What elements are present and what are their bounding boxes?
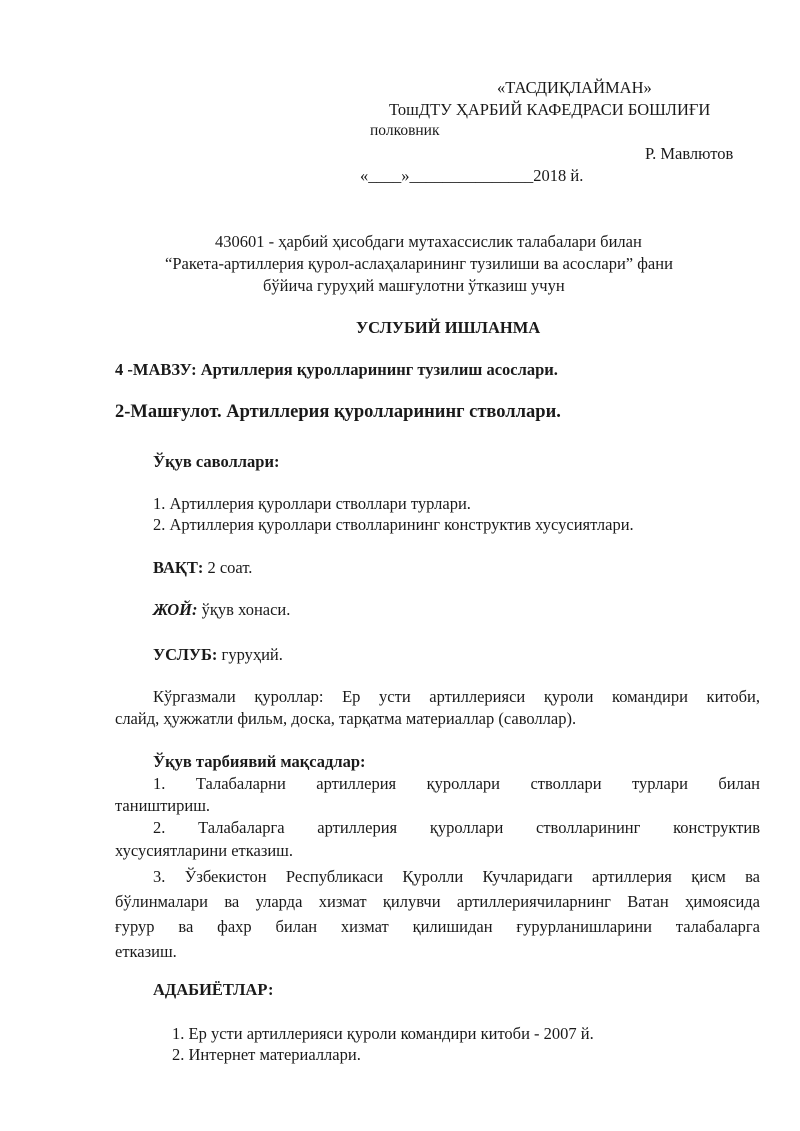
goal-2-line-1: 2. Талабаларга артиллерия қуроллари стволларининг конструктив bbox=[153, 818, 760, 837]
questions-heading: Ўқув саволлари: bbox=[153, 452, 280, 471]
visual-aids-line-2: слайд, ҳужжатли фильм, доска, тарқатма материаллар (саволлар). bbox=[115, 709, 577, 728]
question-item-2: 2. Артиллерия қуроллари стволларининг конструктив хусусиятлари. bbox=[153, 515, 634, 534]
goal-3-line-4: етказиш. bbox=[115, 942, 177, 961]
goal-1-line-2: таништириш. bbox=[115, 796, 211, 815]
approval-org: ТошДТУ ҲАРБИЙ КАФЕДРАСИ БОШЛИҒИ bbox=[389, 100, 711, 119]
intro-line-1: 430601 - ҳарбий ҳисобдаги мутахассислик талабалари билан bbox=[215, 232, 642, 251]
time-label: ВАҚТ: bbox=[153, 558, 204, 577]
goal-1-line-1: 1. Талабаларни артиллерия қуроллари стволлари турлари билан bbox=[153, 774, 760, 793]
approval-rank: полковник bbox=[370, 122, 440, 139]
time-value: 2 соат. bbox=[203, 558, 253, 577]
topic-heading: 4 -МАВЗУ: Артиллерия қуролларининг тузилиш асослари. bbox=[115, 360, 558, 379]
intro-line-3: бўйича гуруҳий машғулотни ўтказиш учун bbox=[263, 276, 565, 295]
visual-aids-line-1: Кўргазмали қуроллар: Ер усти артиллерияси қуроли командири китоби, bbox=[153, 687, 760, 706]
place-value: ўқув хонаси. bbox=[197, 600, 291, 619]
literature-item-1: 1. Ер усти артиллерияси қуроли командири китоби - 2007 й. bbox=[172, 1024, 594, 1043]
place-row bbox=[153, 600, 290, 620]
approval-title: «ТАСДИҚЛАЙМАН» bbox=[497, 78, 652, 97]
intro-line-2: “Ракета-артиллерия қурол-аслаҳаларининг тузилиши ва асослари” фани bbox=[165, 254, 673, 273]
literature-heading: АДАБИЁТЛАР: bbox=[153, 980, 274, 999]
goal-3-line-1: 3. Ўзбекистон Республикаси Қуролли Кучларидаги артиллерия қисм ва bbox=[153, 867, 760, 886]
document-title: УСЛУБИЙ ИШЛАНМА bbox=[356, 318, 541, 337]
method-row bbox=[153, 645, 283, 665]
goal-2-line-2: хусусиятларини етказиш. bbox=[115, 841, 293, 860]
goal-3-line-3: ғурур ва фахр билан хизмат қилишидан ғурурланишларини талабаларга bbox=[115, 917, 760, 936]
lesson-heading: 2-Машғулот. Артиллерия қуролларининг стволлари. bbox=[115, 402, 561, 422]
place-label: ЖОЙ: bbox=[153, 600, 198, 619]
approval-date: «____»_______________2018 й. bbox=[360, 166, 584, 185]
method-label: УСЛУБ: bbox=[153, 645, 218, 664]
approval-name: Р. Мавлютов bbox=[645, 144, 734, 163]
time-row bbox=[153, 558, 252, 578]
goal-3-line-2: бўлинмалари ва уларда хизмат қилувчи артиллериячиларнинг Ватан ҳимоясида bbox=[115, 892, 760, 911]
goals-heading: Ўқув тарбиявий мақсадлар: bbox=[153, 752, 366, 771]
question-item-1: 1. Артиллерия қуроллари стволлари турлари. bbox=[153, 494, 471, 513]
method-value: гуруҳий. bbox=[217, 645, 283, 664]
literature-item-2: 2. Интернет материаллари. bbox=[172, 1045, 361, 1064]
